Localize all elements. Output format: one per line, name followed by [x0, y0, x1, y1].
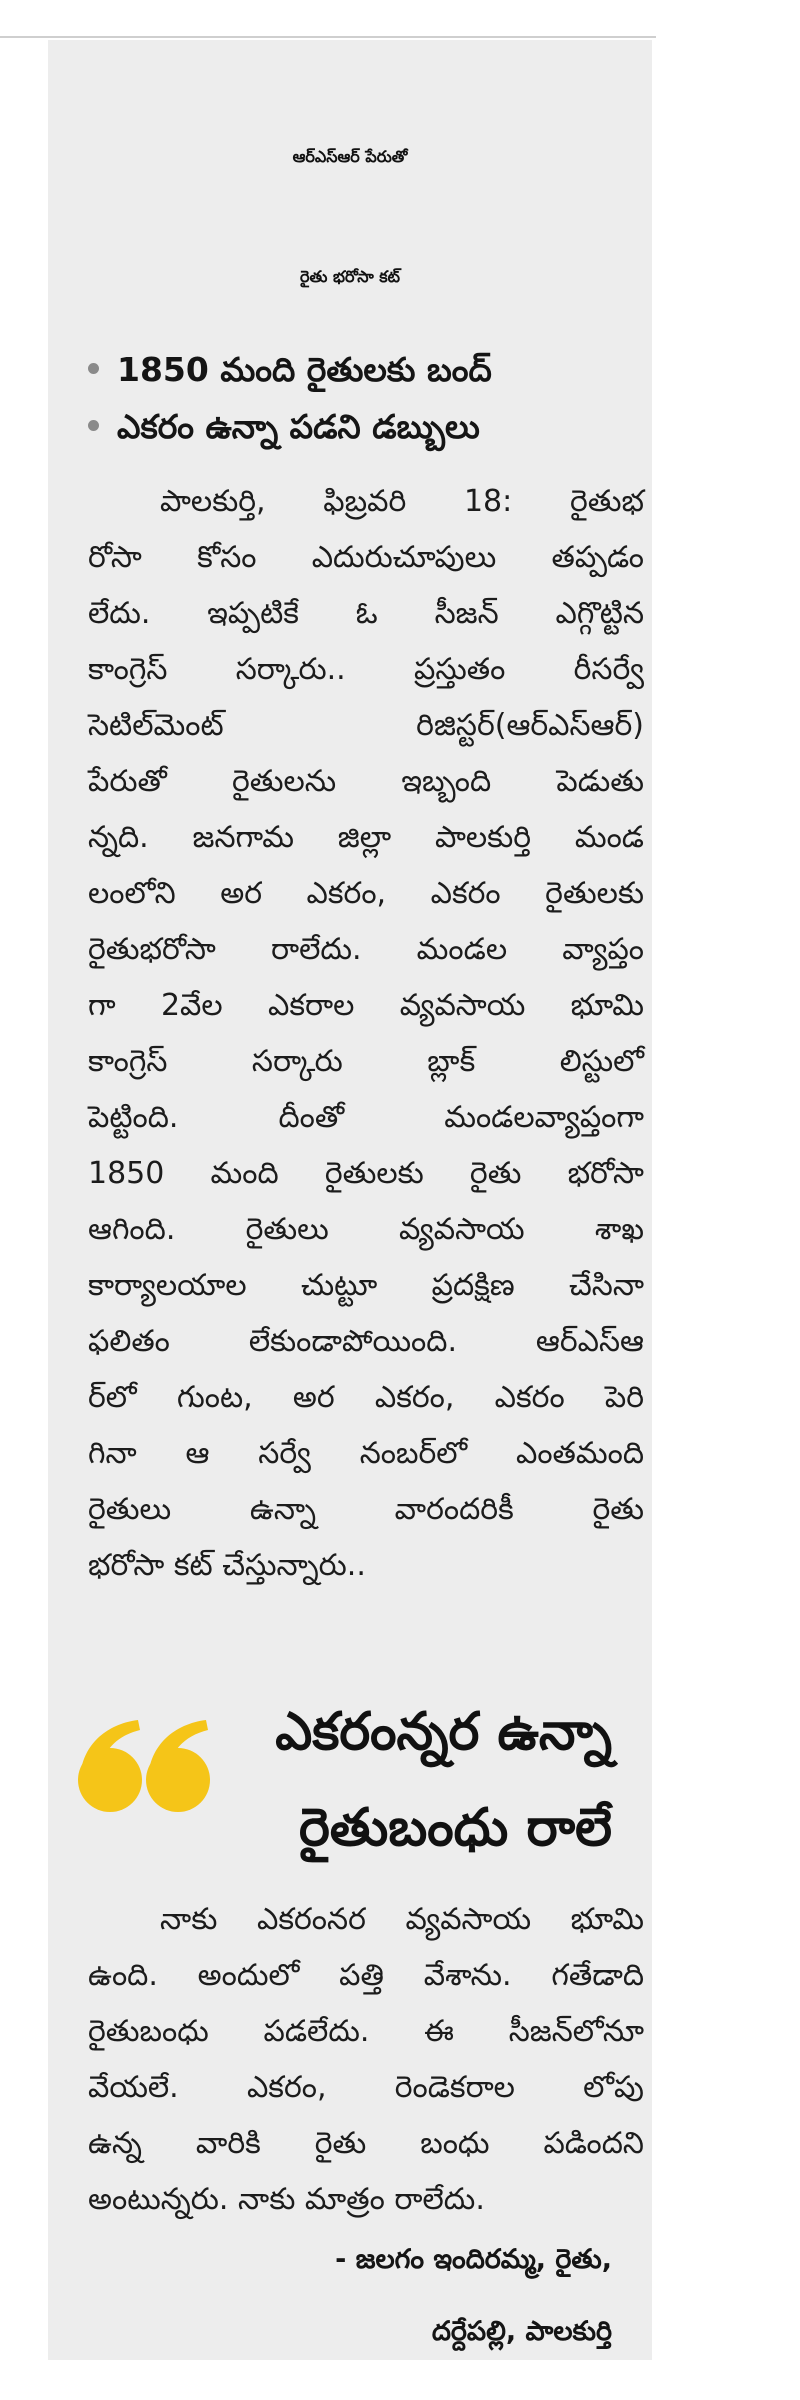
- body-line: గా 2వేల ఎకరాల వ్యవసాయ భూమి: [88, 988, 644, 1023]
- quote-heading-line-2: రైతుబంధు రాలే: [298, 1798, 612, 1858]
- quote-body-line: ఉంది. అందులో పత్తి వేశాను. గతేడాది: [88, 1958, 644, 1993]
- bullet-item: [88, 345, 492, 395]
- body-line: రైతుభరోసా రాలేదు. మండల వ్యాప్తం: [88, 932, 644, 967]
- body-line: లేదు. ఇప్పటికే ఓ సీజన్‌ ఎగ్గొట్టిన: [88, 596, 644, 631]
- body-line: 1850 మంది రైతులకు రైతు భరోసా: [88, 1156, 644, 1191]
- bullet-dot-icon: [88, 420, 99, 431]
- bullet-item: [88, 402, 480, 452]
- news-clipping: [48, 40, 652, 2360]
- body-line: ర్‌లో గుంట, అర ఎకరం, ఎకరం పెరి: [88, 1380, 644, 1415]
- body-line: కార్యాలయాల చుట్టూ ప్రదక్షిణ చేసినా: [88, 1268, 644, 1303]
- headline-line-2: రైతు భరోసా కట్‌: [299, 267, 401, 286]
- body-line: పెట్టింది. దీంతో మండలవ్యాప్తంగా: [88, 1100, 644, 1135]
- body-line: న్నది. జనగామ జిల్లా పాలకుర్తి మండ: [88, 820, 644, 855]
- quote-body-line: వేయలే. ఎకరం, రెండెకరాల లోపు: [88, 2070, 644, 2105]
- body-line: గినా ఆ సర్వే నంబర్‌లో ఎంతమంది: [88, 1436, 644, 1471]
- body-line: ఫలితం లేకుండాపోయింది. ఆర్‌ఎస్‌ఆ: [88, 1324, 644, 1359]
- attribution-line-1: - జలగం ఇందిరమ్మ, రైతు,: [335, 2244, 612, 2275]
- body-line: కాంగ్రెస్‌ సర్కారు బ్లాక్‌ లిస్టులో: [88, 1044, 644, 1079]
- quote-heading-line-1: ఎకరంన్నర ఉన్నా: [275, 1702, 612, 1762]
- top-divider: [0, 36, 656, 38]
- body-line: రైతులు ఉన్నా వారందరికీ రైతు: [88, 1492, 644, 1527]
- bullet-text: ఎకరం ఉన్నా పడని డబ్బులు: [117, 407, 480, 446]
- quote-icon: [66, 1708, 216, 1818]
- headline-line-1: ఆర్‌ఎస్‌ఆర్‌ పేరుతో: [292, 147, 408, 166]
- body-line: భరోసా కట్‌ చేస్తున్నారు..: [88, 1548, 366, 1583]
- body-line: పేరుతో రైతులను ఇబ్బంది పెడుతు: [88, 764, 644, 799]
- body-line: లంలోని అర ఎకరం, ఎకరం రైతులకు: [88, 876, 644, 911]
- attribution-line-2: దర్దేపల్లి, పాలకుర్తి: [431, 2316, 612, 2347]
- body-line: రోసా కోసం ఎదురుచూపులు తప్పడం: [88, 540, 644, 575]
- bullet-text: 1850 మంది రైతులకు బంద్‌: [117, 350, 492, 389]
- body-line: పాలకుర్తి, ఫిబ్రవరి 18: రైతుభ: [160, 484, 644, 519]
- body-line: సెటిల్‌మెంట్‌ రిజిస్టర్‌(ఆర్‌ఎస్‌ఆర్‌): [88, 708, 644, 743]
- quote-body-line: అంటున్నరు. నాకు మాత్రం రాలేదు.: [88, 2182, 485, 2217]
- bullet-dot-icon: [88, 363, 99, 374]
- quote-body-line: నాకు ఎకరంనర వ్యవసాయ భూమి: [160, 1902, 644, 1937]
- quote-body-line: రైతుబంధు పడలేదు. ఈ సీజన్‌లోనూ: [88, 2014, 644, 2049]
- quote-body-line: ఉన్న వారికి రైతు బంధు పడిందని: [88, 2126, 644, 2161]
- body-line: ఆగింది. రైతులు వ్యవసాయ శాఖ: [88, 1212, 644, 1247]
- body-line: కాంగ్రెస్‌ సర్కారు.. ప్రస్తుతం రీసర్వే: [88, 652, 644, 687]
